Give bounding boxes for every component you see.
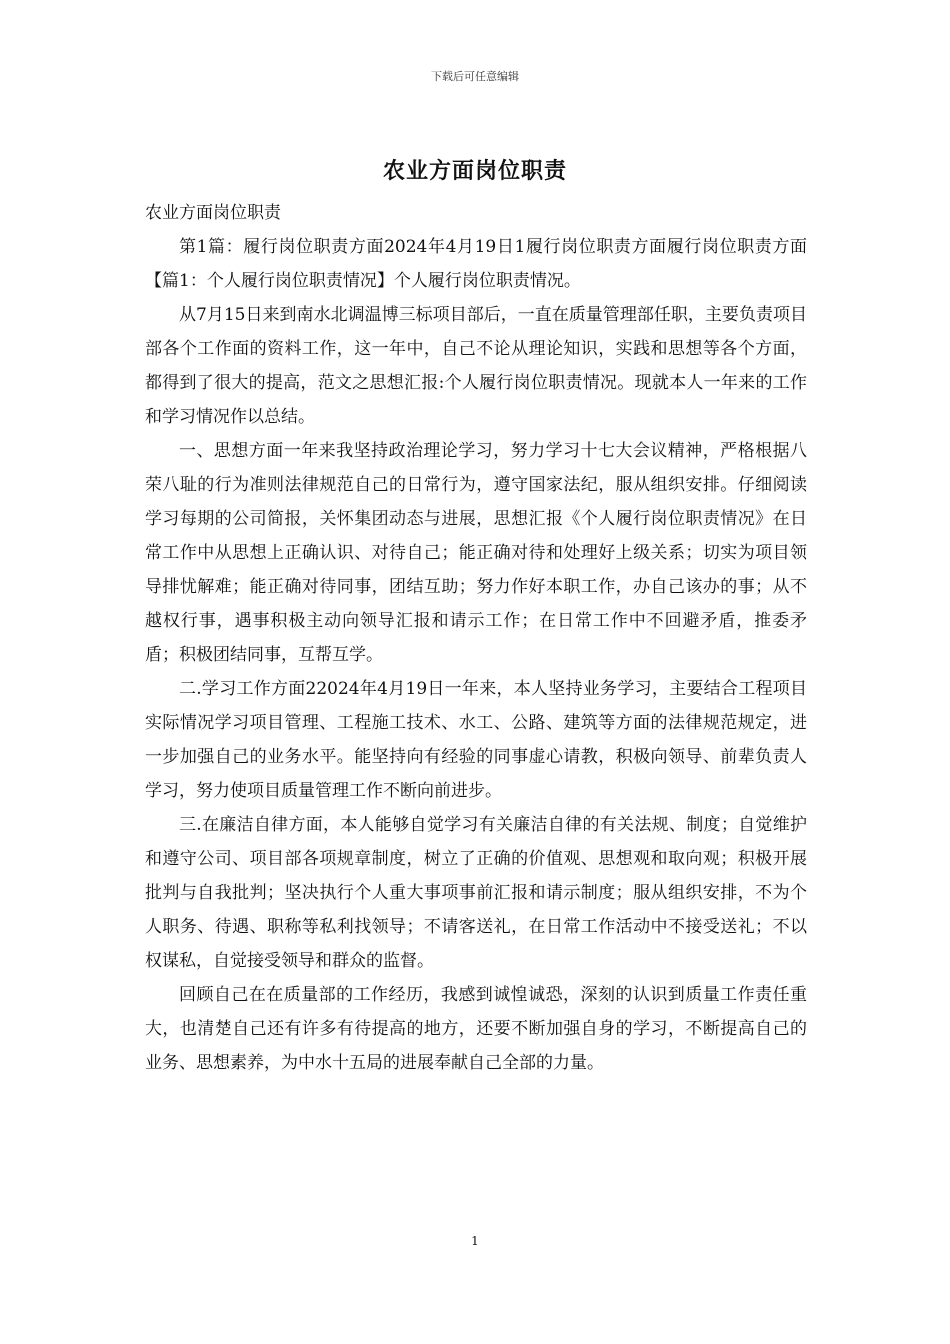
document-subtitle: 农业方面岗位职责 xyxy=(145,203,281,223)
page-number: 1 xyxy=(471,1234,479,1248)
paragraph-5: 三.在廉洁自律方面，本人能够自觉学习有关廉洁自律的有关法规、制度；自觉维护和遵守公司、项目部各项规章制度，树立了正确的价值观、思想观和取向观；积极开展批判与自我批判；坚决执行个人重大事项事前汇报和请示制度；服从组织安排，不为个人职务、待遇、职称等私利找领导；不请客送礼，在日常工作活动中不接受送礼；不以权谋私，自觉接受领导和群众的监督。 xyxy=(145,815,807,971)
header-note: 下载后可任意编辑 xyxy=(431,70,519,83)
paragraph-3: 一、思想方面一年来我坚持政治理论学习，努力学习十七大会议精神，严格根据八荣八耻的行为准则法律规范自己的日常行为，遵守国家法纪，服从组织安排。仔细阅读学习每期的公司简报，关怀集团动态与进展，思想汇报《个人履行岗位职责情况》在日常工作中从思想上正确认识、对待自己；能正确对待和处理好上级关系；切实为项目领导排忧解难；能正确对待同事，团结互助；努力作好本职工作，办自己该办的事；从不越权行事，遇事积极主动向领导汇报和请示工作；在日常工作中不回避矛盾，推委矛盾；积极团结同事，互帮互学。 xyxy=(145,441,807,665)
paragraph-1: 第1篇：履行岗位职责方面2024年4月19日1履行岗位职责方面履行岗位职责方面【篇1：个人履行岗位职责情况】个人履行岗位职责情况。 xyxy=(145,237,807,291)
paragraph-6: 回顾自己在在质量部的工作经历，我感到诚惶诚恐，深刻的认识到质量工作责任重大，也清楚自己还有许多有待提高的地方，还要不断加强自身的学习，不断提高自己的业务、思想素养，为中水十五局的进展奉献自己全部的力量。 xyxy=(145,985,807,1073)
document-title: 农业方面岗位职责 xyxy=(382,158,567,184)
paragraph-4: 二.学习工作方面22024年4月19日一年来，本人坚持业务学习，主要结合工程项目实际情况学习项目管理、工程施工技术、水工、公路、建筑等方面的法律规范规定，进一步加强自己的业务水平。能坚持向有经验的同事虚心请教，积极向领导、前辈负责人学习，努力使项目质量管理工作不断向前进步。 xyxy=(145,679,807,801)
document-body xyxy=(145,196,807,1080)
paragraph-2: 从7月15日来到南水北调温博三标项目部后，一直在质量管理部任职，主要负责项目部各个工作面的资料工作，这一年中，自己不论从理论知识，实践和思想等各个方面，都得到了很大的提高，范文之思想汇报:个人履行岗位职责情况。现就本人一年来的工作和学习情况作以总结。 xyxy=(145,305,807,427)
